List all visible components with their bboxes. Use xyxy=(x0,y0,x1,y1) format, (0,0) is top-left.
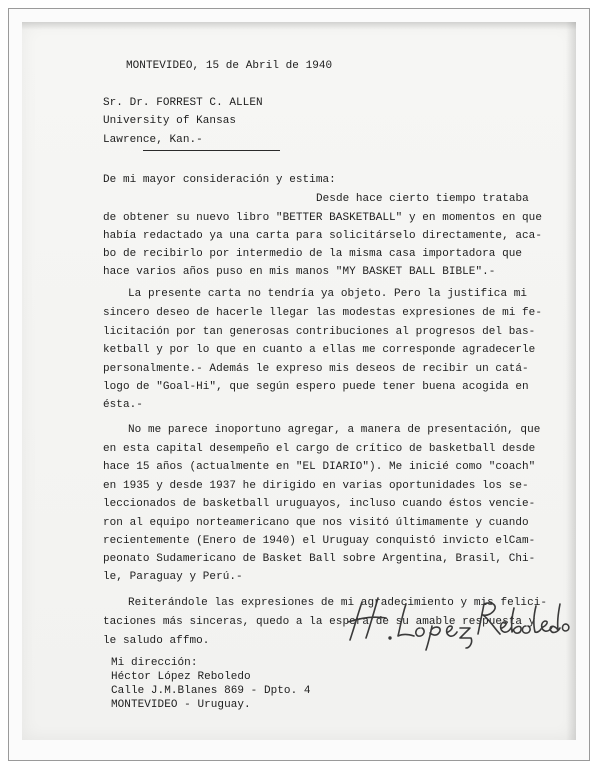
paragraph-2-line: ésta.- xyxy=(103,399,143,411)
paragraph-3-line: peonato Sudamericano de Basket Ball sobre Argentina, Brasil, Chi- xyxy=(103,553,536,565)
address-line: Mi dirección: xyxy=(111,657,198,669)
paragraph-4-line: Reiterándole las expresiones de mi agradecimiento y mis felici- xyxy=(128,597,548,609)
paragraph-2-line: licitación por tan generosas contribuciones al progresos del bas- xyxy=(103,326,536,338)
paragraph-2-line: La presente carta no tendría ya objeto. Pero la justifica mi xyxy=(128,288,528,300)
address-line: Héctor López Reboledo xyxy=(111,671,251,683)
address-line: Calle J.M.Blanes 869 - Dpto. 4 xyxy=(111,685,311,697)
paragraph-4-line: le saludo affmo. xyxy=(103,635,210,647)
paragraph-1-line: hace varios años puso en mis manos "MY BASKET BALL BIBLE".- xyxy=(103,266,496,278)
paragraph-3-line: en 1935 y desde 1937 he dirigido en varias oportunidades los se- xyxy=(103,480,529,492)
paragraph-1-line: Desde hace cierto tiempo trataba xyxy=(316,193,529,205)
paragraph-3-line: en esta capital desempeño el cargo de crítico de basketball desde xyxy=(103,443,536,455)
paragraph-4-line: taciones más sinceras, quedo a la espera de su amable respuesta y xyxy=(103,616,536,628)
handwritten-signature xyxy=(340,582,570,652)
paragraph-2-line: ketball y por lo que en cuanto a ellas me corresponde agradecerle xyxy=(103,344,536,356)
date-line: MONTEVIDEO, 15 de Abril de 1940 xyxy=(126,60,333,72)
paragraph-3-line: hace 15 años (actualmente en "EL DIARIO"). Me inicié como "coach" xyxy=(103,461,536,473)
paper-shadow-top xyxy=(22,22,576,30)
recipient-underline xyxy=(143,150,280,151)
paragraph-1-line: bo de recibirlo por intermedio de la misma casa importadora que xyxy=(103,248,523,260)
paragraph-3-line: ron al equipo norteamericano que nos visitó últimamente y cuando xyxy=(103,517,529,529)
paragraph-3-line: recientemente (Enero de 1940) el Uruguay conquistó invicto elCam- xyxy=(103,535,536,547)
recipient-line: University of Kansas xyxy=(103,115,237,127)
paragraph-1-line: había redactado ya una carta para solicitárselo directamente, aca- xyxy=(103,230,542,242)
paragraph-2-line: personalmente.- Además le expreso mis deseos de recibir un catá- xyxy=(103,363,529,375)
paragraph-3-line: leccionados de basketball uruguayos, incluso cuando éstos vencie- xyxy=(103,498,536,510)
paragraph-1-line: de obtener su nuevo libro "BETTER BASKETBALL" y en momentos en que xyxy=(103,212,542,224)
address-line: MONTEVIDEO - Uruguay. xyxy=(111,699,251,711)
paragraph-3-line: No me parece inoportuno agregar, a manera de presentación, que xyxy=(128,424,541,436)
paragraph-2-line: logo de "Goal-Hi", que según espero puede tener buena acogida en xyxy=(103,381,529,393)
paragraph-3-line: le, Paraguay y Perú.- xyxy=(103,571,243,583)
recipient-line: Sr. Dr. FORREST C. ALLEN xyxy=(103,97,263,109)
paragraph-2-line: sincero deseo de hacerle llegar las modestas expresiones de mi fe- xyxy=(103,307,542,319)
salutation: De mi mayor consideración y estima: xyxy=(103,174,336,186)
recipient-line: Lawrence, Kan.- xyxy=(103,134,203,146)
